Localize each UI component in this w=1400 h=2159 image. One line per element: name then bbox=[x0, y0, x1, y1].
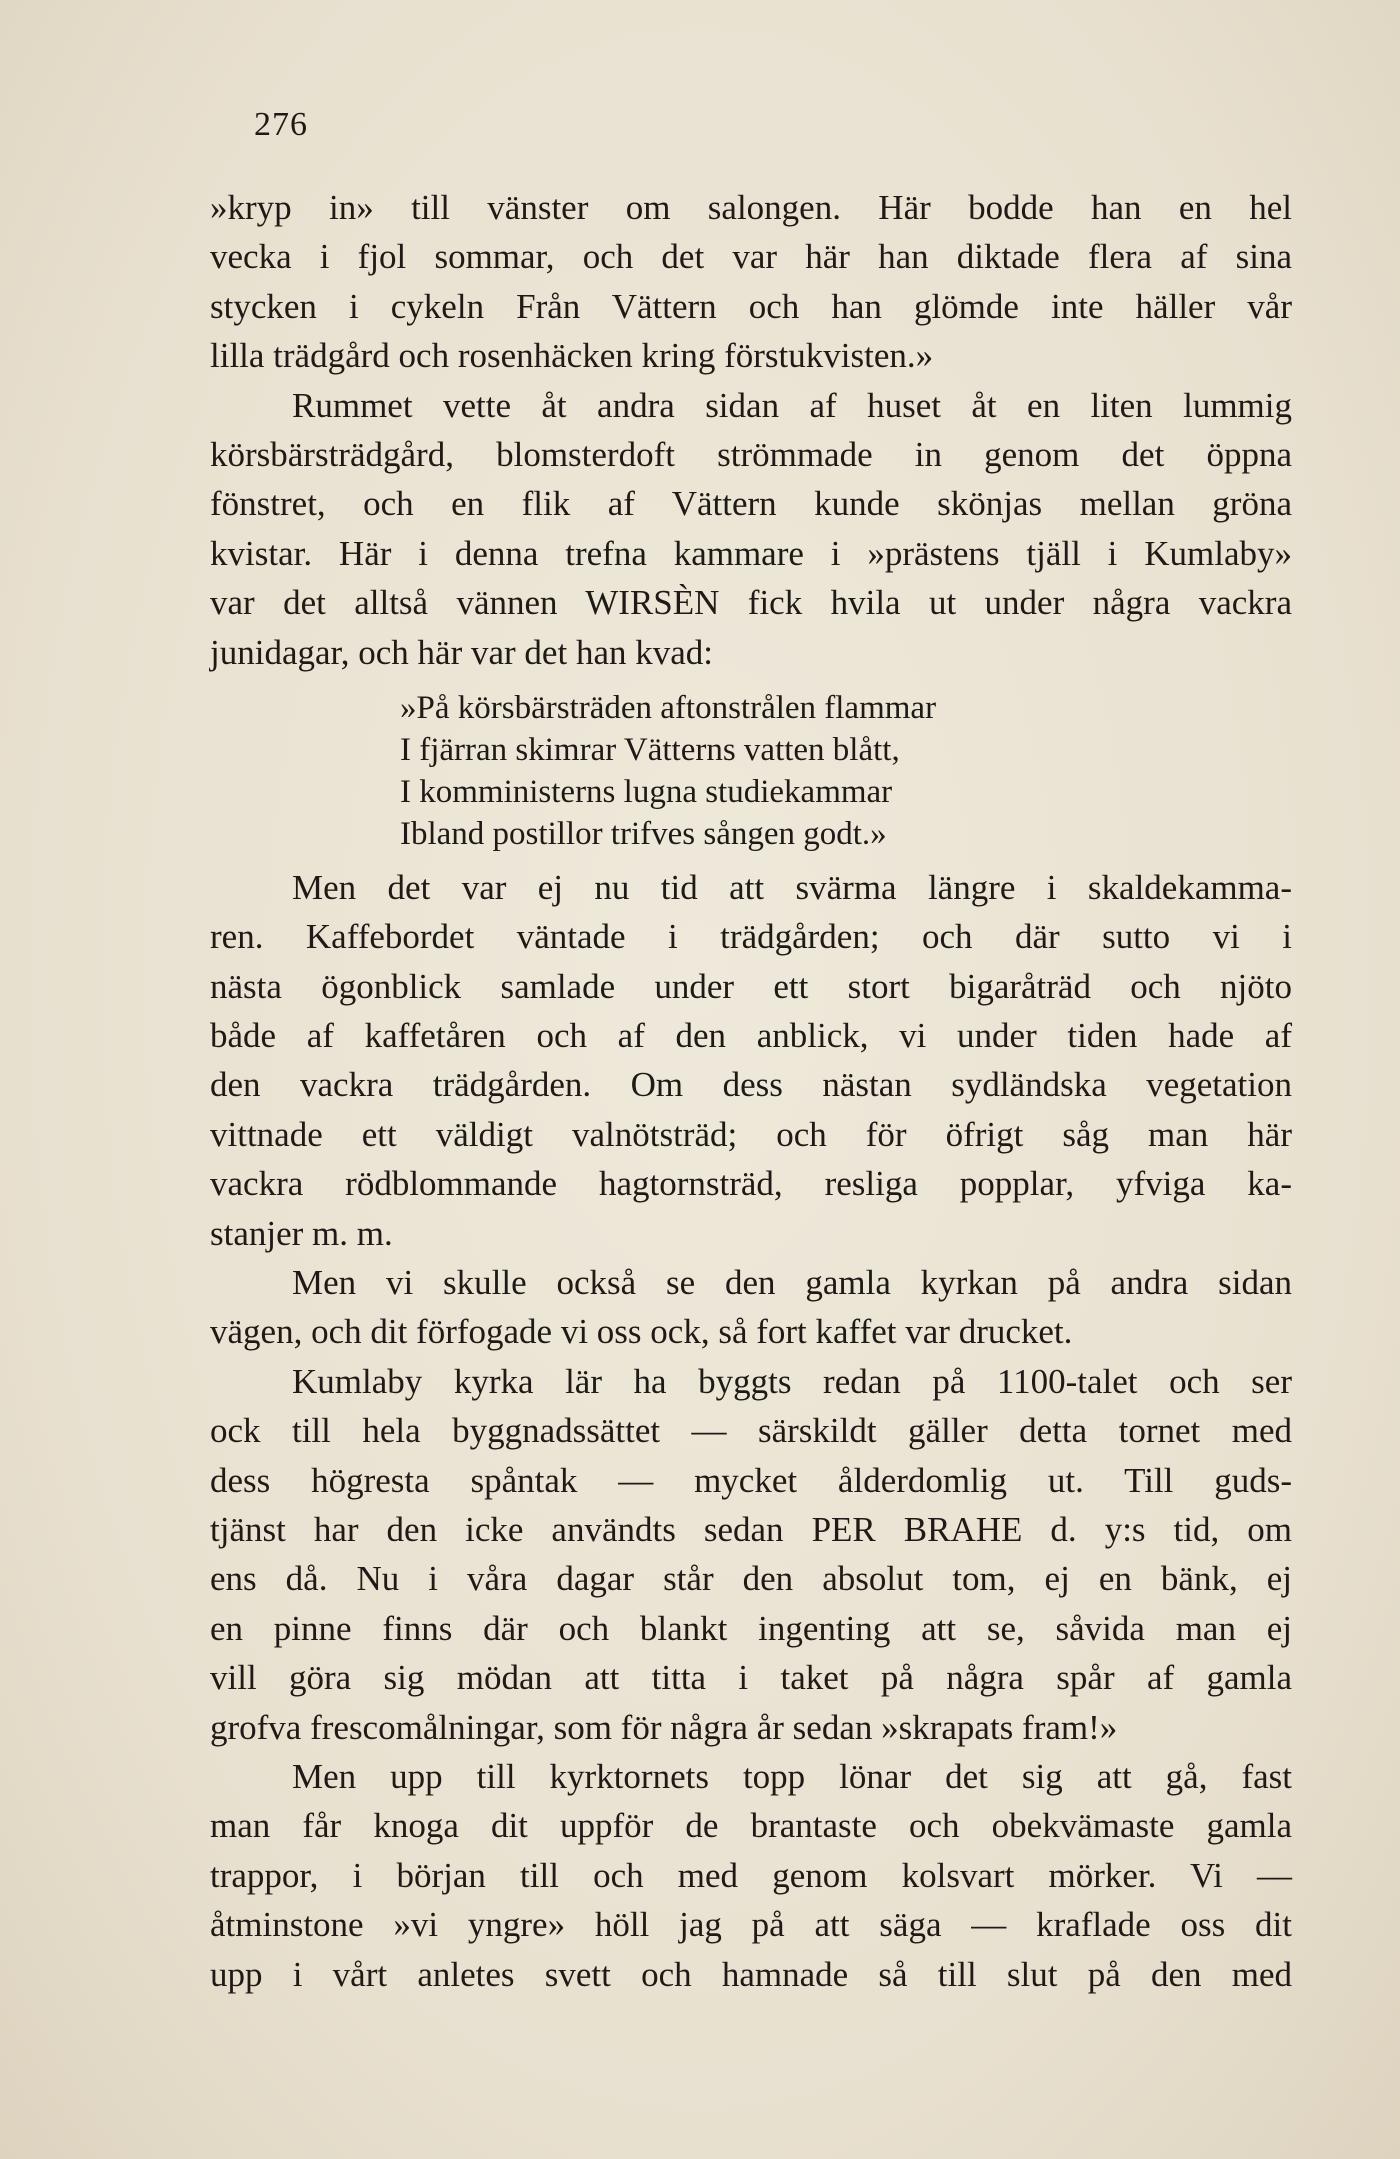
text-line: ock till hela byggnadssättet — särskildt gäller detta tornet med bbox=[210, 1411, 1292, 1451]
paragraph-5 bbox=[210, 1357, 1292, 1752]
text-line: Men vi skulle också se den gamla kyrkan på andra sidan bbox=[292, 1263, 1292, 1303]
verse-line: Ibland postillor trifves sången godt.» bbox=[400, 815, 887, 852]
text-line: lilla trädgård och rosenhäcken kring förstukvisten.» bbox=[210, 336, 934, 376]
paragraph-4 bbox=[210, 1258, 1292, 1357]
text-line: man får knoga dit uppför de brantaste och obekvämaste gamla bbox=[210, 1806, 1292, 1846]
text-line: grofva frescomålningar, som för några år sedan »skrapats fram!» bbox=[210, 1707, 1118, 1747]
text-line: kvistar. Här i denna trefna kammare i »prästens tjäll i Kumlaby» bbox=[210, 533, 1292, 573]
text-line: trappor, i början till och med genom kolsvart mörker. Vi — bbox=[210, 1855, 1292, 1895]
text-line: stanjer m. m. bbox=[210, 1213, 393, 1253]
text-line: vägen, och dit förfogade vi oss ock, så fort kaffet var drucket. bbox=[210, 1312, 1073, 1352]
verse-line: I komministerns lugna studiekammar bbox=[400, 773, 893, 810]
text-line: stycken i cykeln Från Vättern och han glömde inte häller vår bbox=[210, 286, 1292, 326]
text-line: Men upp till kyrktornets topp lönar det sig att gå, fast bbox=[292, 1756, 1292, 1796]
spacer bbox=[210, 855, 1292, 863]
text-line: både af kaffetåren och af den anblick, vi under tiden hade af bbox=[210, 1016, 1292, 1056]
text-line: fönstret, och en flik af Vättern kunde skönjas mellan gröna bbox=[210, 484, 1292, 524]
text-line: junidagar, och här var det han kvad: bbox=[210, 632, 713, 672]
paragraph-2 bbox=[210, 381, 1292, 677]
paragraph-6 bbox=[210, 1752, 1292, 1999]
verse-line: »På körsbärsträden aftonstrålen flammar bbox=[400, 689, 937, 726]
text-line: dess högresta spåntak — mycket ålderdomlig ut. Till guds- bbox=[210, 1460, 1292, 1500]
text-line: upp i vårt anletes svett och hamnade så till slut på den med bbox=[210, 1954, 1292, 1994]
text-line: ens då. Nu i våra dagar står den absolut tom, ej en bänk, ej bbox=[210, 1559, 1292, 1599]
verse-line: I fjärran skimrar Vätterns vatten blått, bbox=[400, 731, 900, 768]
text-line: tjänst har den icke användts sedan PER BRAHE d. y:s tid, om bbox=[210, 1509, 1292, 1549]
text-line: Kumlaby kyrka lär ha byggts redan på 1100-talet och ser bbox=[292, 1361, 1292, 1401]
text-line: vittnade ett väldigt valnötsträd; och för öfrigt såg man här bbox=[210, 1114, 1292, 1154]
text-line: den vackra trädgården. Om dess nästan sydländska vegetation bbox=[210, 1065, 1292, 1105]
text-line: vill göra sig mödan att titta i taket på några spår af gamla bbox=[210, 1658, 1292, 1698]
text-line: var det alltså vännen WIRSÈN fick hvila ut under några vackra bbox=[210, 583, 1292, 623]
body-text bbox=[210, 183, 1292, 1999]
page-number: 276 bbox=[254, 106, 308, 143]
text-line: Rummet vette åt andra sidan af huset åt en liten lummig bbox=[292, 385, 1292, 425]
text-line: vecka i fjol sommar, och det var här han diktade flera af sina bbox=[210, 237, 1292, 277]
text-line: »kryp in» till vänster om salongen. Här bodde han en hel bbox=[210, 188, 1292, 227]
text-line: åtminstone »vi yngre» höll jag på att säga — kraflade oss dit bbox=[210, 1905, 1292, 1945]
text-line: körsbärsträdgård, blomsterdoft strömmade in genom det öppna bbox=[210, 434, 1292, 474]
paragraph-1 bbox=[210, 183, 1292, 381]
text-line: vackra rödblommande hagtornsträd, resliga popplar, yfviga ka- bbox=[210, 1164, 1292, 1204]
verse-quote bbox=[210, 687, 1292, 855]
text-line: ren. Kaffebordet väntade i trädgården; och där sutto vi i bbox=[210, 917, 1292, 957]
paragraph-3 bbox=[210, 863, 1292, 1258]
spacer bbox=[210, 677, 1292, 687]
text-line: en pinne finns där och blankt ingenting att se, såvida man ej bbox=[210, 1608, 1292, 1648]
text-line: nästa ögonblick samlade under ett stort bigaråträd och njöto bbox=[210, 966, 1292, 1006]
text-line: Men det var ej nu tid att svärma längre i skaldekamma- bbox=[292, 867, 1292, 907]
